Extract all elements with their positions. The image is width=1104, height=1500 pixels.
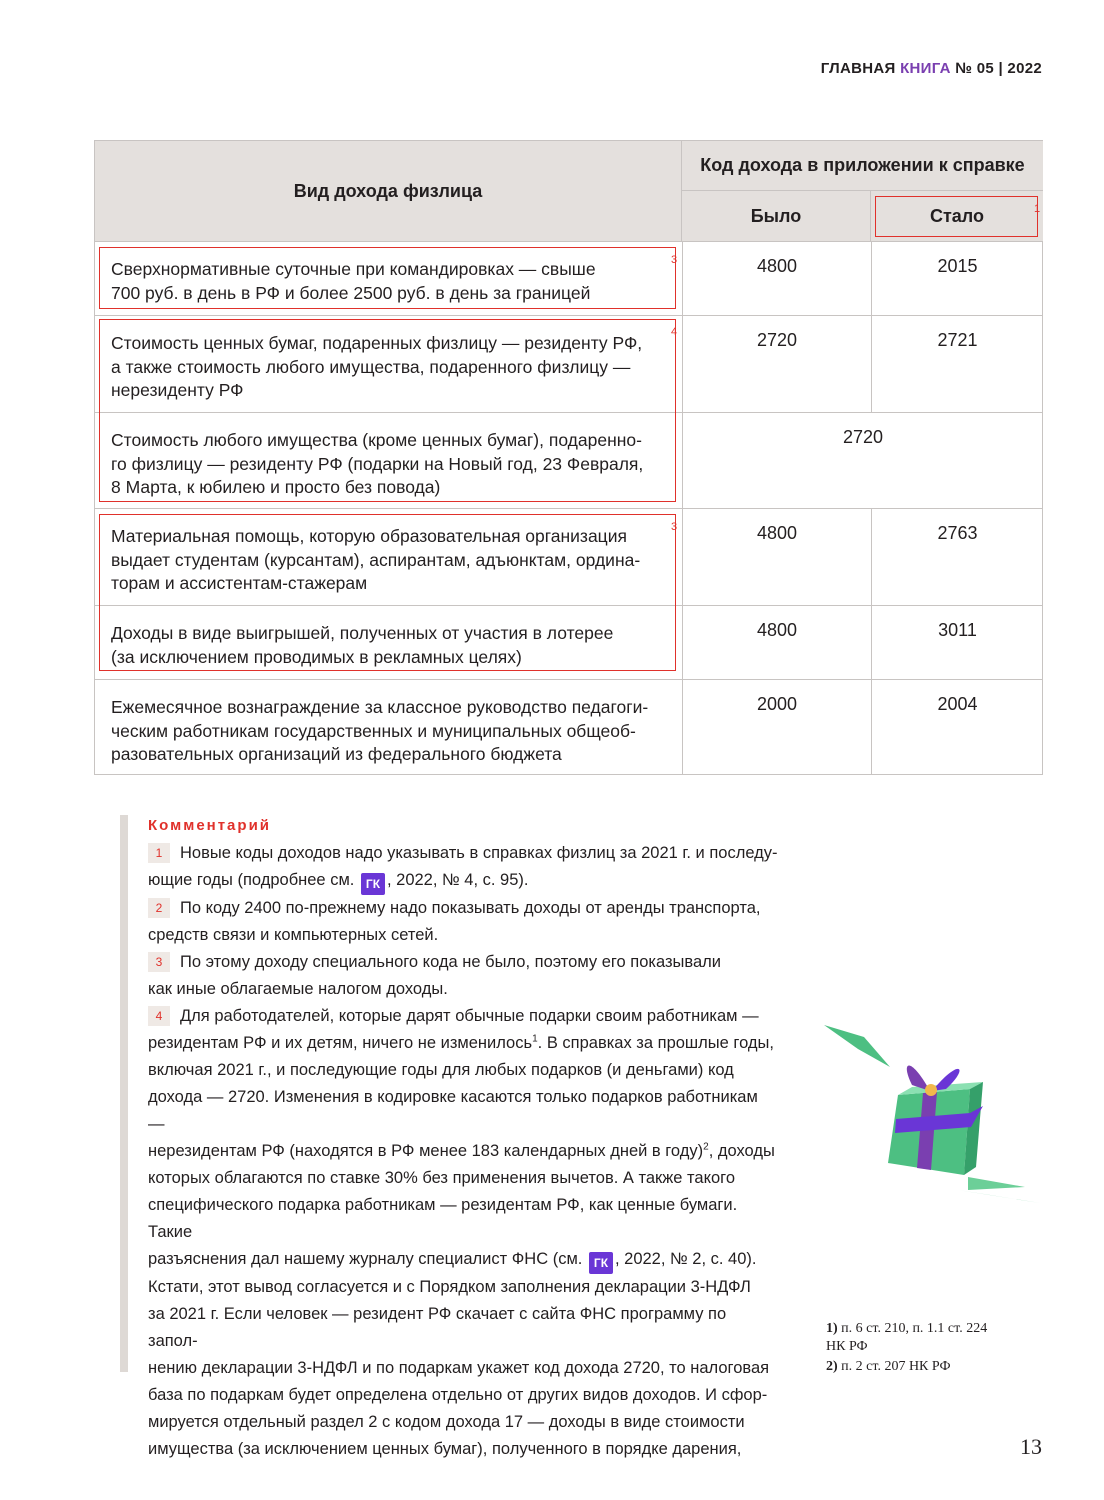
code-now: 2721	[871, 316, 1043, 412]
comment-sidebar-bar	[120, 815, 128, 1372]
code-was: 4800	[682, 606, 871, 679]
income-description: Стоимость ценных бумаг, подаренных физлицу — резиденту РФ, а также стоимость любого имущества, подаренного физлицу — нерезиденту РФ	[111, 333, 643, 400]
marker-number: 3	[671, 521, 678, 533]
comment-title: Комментарий	[148, 817, 272, 834]
code-merged: 2720	[682, 413, 1043, 508]
code-was: 2720	[682, 316, 871, 412]
gift-box-illustration	[820, 1015, 1045, 1210]
issue-number: № 05 | 2022	[955, 60, 1042, 77]
comment-note-4: 4 Для работодателей, которые дарят обычные подарки своим работникам — резидентам РФ и их детям, ничего не изменилось$^1$. В справках за прошлые годы, включая 2021 г., и последующие годы для любых подарков (и деньгами) код дохода — 2720. Изменения в кодировке касаются только подарков работникам — нерезидентам РФ (находятся в РФ менее 183 календарных дней в году)$^2$, доходы которых облагаются по ставке 30% без применения вычетов. А также такого специфического подарка работникам — резидентам РФ, как ценные бумаги. Такие разъяснения дал нашему журналу специалист ФНС (см. ГК , 2022, № 2, с. 40). Кстати, этот вывод согласуется и с Порядком заполнения декларации 3-НДФЛ за 2021 г. Если человек — резидент РФ скачает с сайта ФНС программу по запол- нению декларации 3-НДФЛ и по подаркам укажет код дохода 2720, то налоговая база по подаркам будет определена отдельно от других видов доходов. И сфор- мируется отдельный раздел 2 с кодом дохода 17 — доходы в виде стоимости имущества (за исключением ценных бумаг), полученного в порядке дарения,	[148, 1007, 775, 1458]
highlight-box-rows4-5	[99, 514, 676, 671]
magazine-title: ГЛАВНАЯ	[820, 60, 896, 77]
footnote-2: 2) п. 2 ст. 207 НК РФ	[826, 1359, 951, 1374]
header-income-type: Вид дохода физлица	[95, 141, 682, 241]
footnote-ref: 1	[532, 1033, 538, 1045]
highlight-box-rows2-3	[99, 319, 676, 502]
income-description: Стоимость любого имущества (кроме ценных бумаг), подаренно- го физлицу — резиденту РФ (подарки на Новый год, 23 Февраля, 8 Марта, к юбилею и просто без повода)	[111, 430, 644, 497]
table-row	[95, 679, 1043, 775]
comment-body	[148, 840, 778, 1463]
gk-logo-icon: ГК	[589, 1252, 613, 1274]
marker-number: 4	[671, 326, 678, 338]
income-description: Ежемесячное вознаграждение за классное руководство педагоги- ческим работникам государственных и муниципальных общеоб- разовательных организаций из федерального бюджета	[111, 697, 649, 764]
highlight-box-now	[875, 196, 1041, 237]
note-number: 1	[148, 843, 170, 863]
code-was: 4800	[682, 509, 871, 605]
header-now: Стало	[871, 191, 1043, 241]
income-description: Доходы в виде выигрышей, полученных от участия в лотерее (за исключением проводимых в рекламных целях)	[111, 623, 614, 667]
footnotes	[826, 1320, 1046, 1378]
marker-number: 1	[1034, 203, 1041, 215]
note-number: 3	[148, 952, 170, 972]
code-now: 2015	[871, 242, 1043, 315]
gk-logo-icon: ГК	[361, 873, 385, 895]
note-number: 2	[148, 898, 170, 918]
code-was: 4800	[682, 242, 871, 315]
income-description: Сверхнормативные суточные при командировках — свыше 700 руб. в день в РФ и более 2500 руб. в день за границей	[111, 259, 596, 303]
code-now: 2004	[871, 680, 1043, 775]
code-now: 2763	[871, 509, 1043, 605]
header-was: Было	[682, 191, 871, 241]
page-number: 13	[1020, 1434, 1042, 1459]
footnote-1: 1) п. 6 ст. 210, п. 1.1 ст. 224 НК РФ	[826, 1321, 988, 1354]
comment-note-1: 1 Новые коды доходов надо указывать в справках физлиц за 2021 г. и последу- ющие годы (подробнее см. ГК , 2022, № 4, с. 95).	[148, 840, 778, 895]
marker-number: 3	[671, 254, 678, 266]
header-income-code: Код дохода в приложении к справке	[682, 141, 1043, 191]
confetti-shard-icon	[824, 1025, 890, 1067]
income-description: Материальная помощь, которую образовательная организация выдает студентам (курсантам), аспирантам, адъюнктам, ордина- торам и ассистентам-стажерам	[111, 526, 641, 593]
magazine-title-accent: КНИГА	[900, 60, 951, 77]
code-now: 3011	[871, 606, 1043, 679]
comment-note-2: 2 По коду 2400 по-прежнему надо показывать доходы от аренды транспорта, средств связи и компьютерных сетей.	[148, 899, 761, 944]
confetti-shard-icon	[968, 1177, 1025, 1190]
confetti-shard-icon	[958, 1190, 1040, 1203]
note-number: 4	[148, 1006, 170, 1026]
footnote-ref: 2	[703, 1141, 709, 1153]
comment-note-3: 3 По этому доходу специального кода не было, поэтому его показывали как иные облагаемые налогом доходы.	[148, 953, 722, 998]
code-was: 2000	[682, 680, 871, 775]
gift-bow-knot	[925, 1084, 937, 1096]
running-head	[821, 60, 1042, 77]
highlight-box-row1	[99, 247, 676, 309]
